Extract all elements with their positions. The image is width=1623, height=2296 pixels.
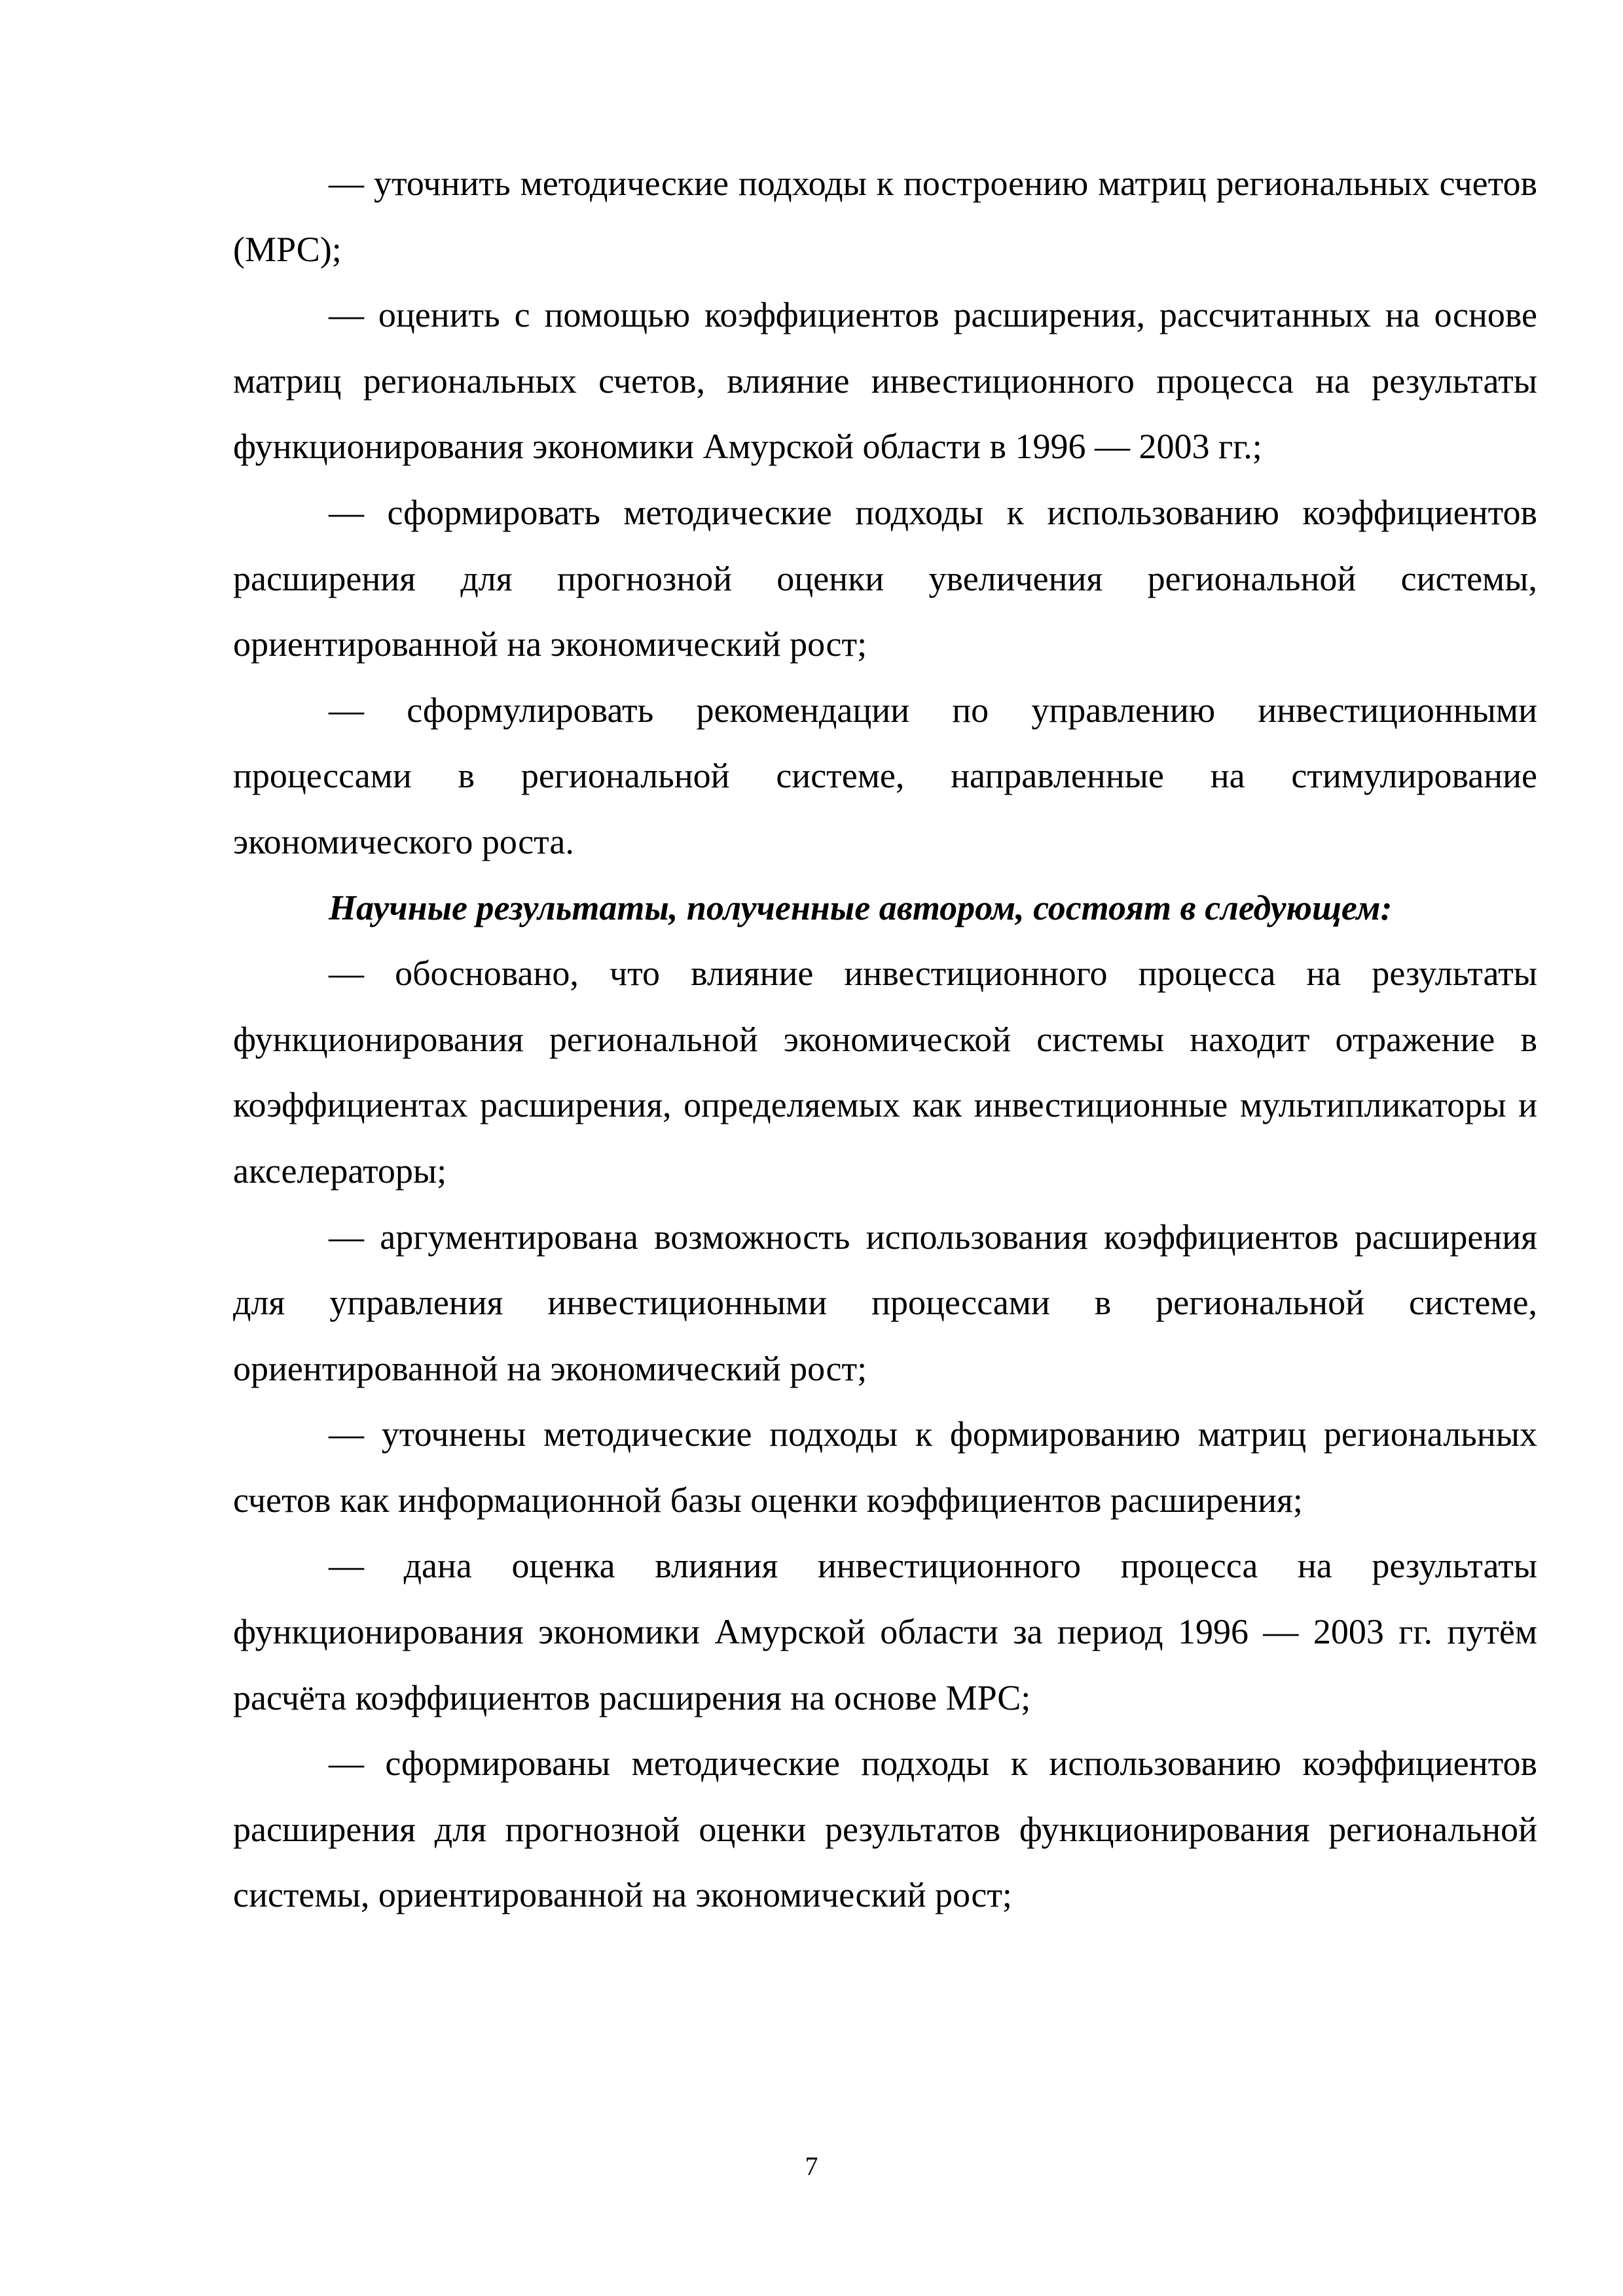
result-paragraph-assessment: — дана оценка влияния инвестиционного процесса на результаты функционирования экономики Амурской области за период 1996 — 2003 гг. путём расчёта коэффициентов расширения на основе МРС;	[233, 1546, 1537, 1717]
paragraph-formulate-recommendations: — сформулировать рекомендации по управлению инвестиционными процессами в региональной системе, направленные на стимулирование экономического роста.	[233, 690, 1537, 861]
result-paragraph-formed-approaches: — сформированы методические подходы к использованию коэффициентов расширения для прогнозной оценки результатов функционирования региональной системы, ориентированной на экономический рост;	[233, 1744, 1537, 1915]
result-paragraph-refined: — уточнены методические подходы к формированию матриц региональных счетов как информационной базы оценки коэффициентов расширения;	[233, 1414, 1537, 1520]
scientific-results-heading: Научные результаты, полученные автором, состоят в следующем:	[329, 888, 1393, 927]
paragraph-assess-investment-impact: — оценить с помощью коэффициентов расширения, рассчитанных на основе матриц региональных счетов, влияние инвестиционного процесса на результаты функционирования экономики Амурской области в 1996 — 2003 гг.;	[233, 295, 1537, 467]
paragraph-form-forecast-approaches: — сформировать методические подходы к использованию коэффициентов расширения для прогнозной оценки увеличения региональной системы, ориентированной на экономический рост;	[233, 492, 1537, 664]
paragraph-refine-mrs-approaches: — уточнить методические подходы к построению матриц региональных счетов (МРС);	[233, 164, 1537, 269]
result-paragraph-justified: — обосновано, что влияние инвестиционного процесса на результаты функционирования региональной экономической системы находит отражение в коэффициентах расширения, определяемых как инвестиционные мультипликаторы и акселераторы;	[233, 954, 1537, 1191]
page-number: 7	[805, 2151, 818, 2181]
page-body	[233, 151, 1537, 1928]
result-paragraph-argued: — аргументирована возможность использования коэффициентов расширения для управления инвестиционными процессами в региональной системе, ориентированной на экономический рост;	[233, 1217, 1537, 1388]
